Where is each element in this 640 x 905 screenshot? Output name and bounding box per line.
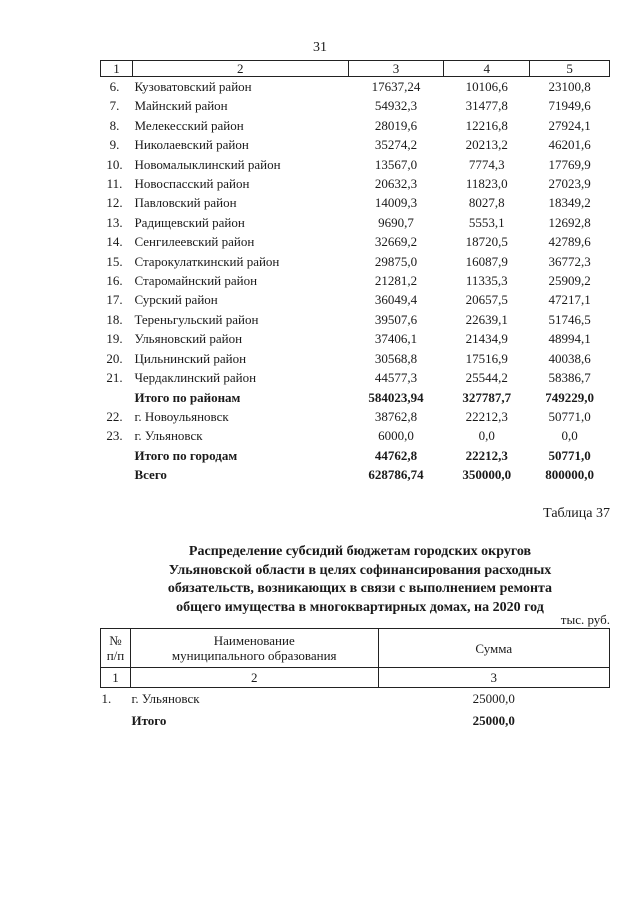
table-row — [101, 174, 610, 193]
column-number: 1 — [101, 61, 133, 77]
table-row — [101, 290, 610, 309]
value-col5: 50771,0 — [548, 447, 591, 463]
title-line: обязательств, возникающих в связи с выполнением ремонта — [167, 581, 553, 596]
value-col4: 11335,3 — [465, 273, 508, 289]
row-number: 9. — [109, 137, 120, 153]
value-col3: 29875,0 — [374, 253, 418, 269]
district-name: Старокулаткинский район — [134, 253, 280, 269]
row-number: 18. — [106, 311, 123, 327]
row-number: 13. — [106, 214, 123, 230]
district-name: Мелекесский район — [134, 117, 244, 133]
table-row — [101, 96, 610, 115]
row-number: 1. — [101, 691, 112, 706]
value-col3: 35274,2 — [374, 137, 418, 153]
value-col4: 22639,1 — [465, 311, 508, 327]
table-total-row — [101, 710, 610, 732]
row-number — [101, 446, 133, 465]
value-col3: 37406,1 — [374, 331, 418, 347]
value-col5: 50771,0 — [548, 408, 591, 424]
value-col4: 22212,3 — [465, 408, 508, 424]
subsidy-table-37 — [100, 628, 610, 732]
value-col5: 0,0 — [561, 428, 578, 444]
row-number: 14. — [106, 234, 123, 250]
value-col5: 40038,6 — [548, 350, 591, 366]
value-col5: 47217,1 — [548, 292, 591, 308]
value-col4: 25544,2 — [465, 370, 508, 386]
value-col3: 20632,3 — [374, 176, 418, 192]
value-col4: 7774,3 — [468, 156, 505, 172]
value-col5: 17769,9 — [548, 156, 591, 172]
value-col4: 31477,8 — [465, 98, 508, 114]
column-number-row — [101, 61, 610, 77]
row-number: 19. — [106, 331, 123, 347]
value-col3: 14009,3 — [374, 195, 418, 211]
table-row — [101, 193, 610, 212]
value-col4: 0,0 — [478, 428, 495, 444]
value-col4: 8027,8 — [468, 195, 505, 211]
table-row — [101, 426, 610, 445]
table-row — [101, 407, 610, 426]
district-name: Итого по городам — [134, 447, 238, 463]
district-name: Всего — [134, 467, 167, 483]
district-name: Итого по районам — [134, 389, 241, 405]
table-row — [101, 368, 610, 387]
value-col4: 18720,5 — [465, 234, 508, 250]
table-total-row — [101, 465, 610, 484]
district-name: Сенгилеевский район — [134, 234, 255, 250]
page-number: 31 — [313, 40, 327, 55]
value-col4: 11823,0 — [465, 176, 508, 192]
column-number: 2 — [132, 61, 348, 77]
amount: 25000,0 — [472, 691, 515, 706]
table-total-row — [101, 446, 610, 465]
value-col5: 25909,2 — [548, 273, 591, 289]
value-col5: 58386,7 — [548, 370, 591, 386]
row-number: 7. — [109, 98, 120, 114]
value-col3: 6000,0 — [378, 428, 414, 444]
value-col3: 628786,74 — [368, 467, 424, 483]
row-number: 16. — [106, 273, 123, 289]
value-col5: 51746,5 — [548, 311, 591, 327]
district-name: Николаевский район — [134, 137, 249, 153]
table-row — [101, 252, 610, 271]
value-col5: 18349,2 — [548, 195, 591, 211]
title-line: Ульяновской области в целях софинансирования расходных — [168, 562, 552, 578]
value-col5: 27924,1 — [548, 117, 591, 133]
row-number: 11. — [106, 176, 123, 192]
unit-label: тыс. руб. — [560, 612, 610, 627]
row-number: 15. — [106, 253, 123, 269]
value-col3: 13567,0 — [374, 156, 418, 172]
row-number — [101, 710, 131, 732]
value-col5: 12692,8 — [548, 214, 591, 230]
row-number: 20. — [106, 350, 123, 366]
column-number: 3 — [378, 668, 609, 688]
value-col4: 17516,9 — [465, 350, 508, 366]
row-number: 22. — [106, 408, 123, 424]
district-name: Новоспасский район — [134, 176, 250, 192]
table-row — [101, 232, 610, 251]
value-col3: 54932,3 — [374, 98, 418, 114]
district-name: г. Ульяновск — [134, 428, 203, 444]
column-number: 2 — [130, 668, 378, 688]
table-row — [101, 310, 610, 329]
amount: 25000,0 — [472, 713, 515, 728]
table-label: Таблица 37 — [543, 506, 610, 521]
column-number: 3 — [348, 61, 444, 77]
district-name: Чердаклинский район — [134, 370, 257, 386]
table-row — [101, 329, 610, 348]
row-number: 12. — [106, 195, 123, 211]
column-number: 4 — [444, 61, 530, 77]
value-col4: 20213,2 — [465, 137, 508, 153]
district-name: г. Новоульяновск — [134, 408, 229, 424]
column-number-row — [101, 668, 610, 688]
table-row — [101, 688, 610, 711]
value-col4: 12216,8 — [465, 117, 508, 133]
row-number — [101, 465, 133, 484]
value-col3: 36049,4 — [374, 292, 418, 308]
header-number: № п/п — [101, 629, 131, 668]
value-col3: 30568,8 — [374, 350, 418, 366]
value-col3: 44577,3 — [374, 370, 418, 386]
table-row — [101, 77, 610, 97]
district-name: Тереньгульский район — [134, 311, 259, 327]
district-name: Кузоватовский район — [134, 79, 252, 94]
table-total-row — [101, 388, 610, 407]
value-col5: 71949,6 — [548, 98, 591, 114]
value-col5: 800000,0 — [545, 467, 594, 483]
value-col3: 44762,8 — [374, 447, 418, 463]
value-col5: 46201,6 — [548, 137, 591, 153]
column-number: 1 — [101, 668, 131, 688]
value-col5: 749229,0 — [545, 389, 594, 405]
row-number: 17. — [106, 292, 123, 308]
table-row — [101, 135, 610, 154]
value-col4: 20657,5 — [465, 292, 508, 308]
value-col3: 9690,7 — [378, 214, 414, 230]
value-col5: 23100,8 — [548, 79, 591, 94]
value-col5: 42789,6 — [548, 234, 591, 250]
table-title — [110, 543, 610, 617]
row-number: 23. — [106, 428, 123, 444]
table-row — [101, 155, 610, 174]
header-name: Наименование муниципального образования — [130, 629, 378, 668]
district-name: Сурский район — [134, 292, 218, 308]
value-col3: 32669,2 — [374, 234, 418, 250]
value-col3: 584023,94 — [368, 389, 424, 405]
value-col4: 327787,7 — [462, 389, 512, 405]
district-name: Павловский район — [134, 195, 237, 211]
table-row — [101, 116, 610, 135]
row-number: 10. — [106, 156, 123, 172]
table-row — [101, 349, 610, 368]
district-name: Старомайнский район — [134, 273, 258, 289]
district-name: Новомалыклинский район — [134, 156, 281, 172]
value-col5: 48994,1 — [548, 331, 591, 347]
value-col4: 10106,6 — [465, 79, 508, 94]
value-col4: 16087,9 — [465, 253, 508, 269]
value-col4: 22212,3 — [465, 447, 508, 463]
row-number: 8. — [109, 117, 120, 133]
title-line: Распределение субсидий бюджетам городских округов — [188, 544, 532, 559]
value-col3: 17637,24 — [371, 79, 421, 94]
table-row — [101, 213, 610, 232]
row-number — [101, 388, 133, 407]
value-col5: 36772,3 — [548, 253, 591, 269]
value-col5: 27023,9 — [548, 176, 591, 192]
value-col4: 350000,0 — [462, 467, 512, 483]
district-name: Радищевский район — [134, 214, 245, 230]
row-number: 6. — [109, 79, 120, 94]
district-name: Майнский район — [134, 98, 228, 114]
value-col4: 5553,1 — [468, 214, 505, 230]
subsidy-table-36 — [100, 60, 610, 485]
row-number: 21. — [106, 370, 123, 386]
header-row — [101, 629, 610, 668]
table-row — [101, 271, 610, 290]
district-name: Цильнинский район — [134, 350, 247, 366]
value-col3: 28019,6 — [374, 117, 418, 133]
column-number: 5 — [530, 61, 610, 77]
municipality-name: г. Ульяновск — [131, 691, 200, 706]
title-line: общего имущества в многоквартирных домах, на 2020 год — [176, 599, 544, 615]
value-col4: 21434,9 — [465, 331, 508, 347]
value-col3: 38762,8 — [374, 408, 418, 424]
municipality-name: Итого — [131, 713, 167, 728]
district-name: Ульяновский район — [134, 331, 243, 347]
header-sum: Сумма — [378, 629, 609, 668]
value-col3: 39507,6 — [374, 311, 418, 327]
value-col3: 21281,2 — [374, 273, 418, 289]
